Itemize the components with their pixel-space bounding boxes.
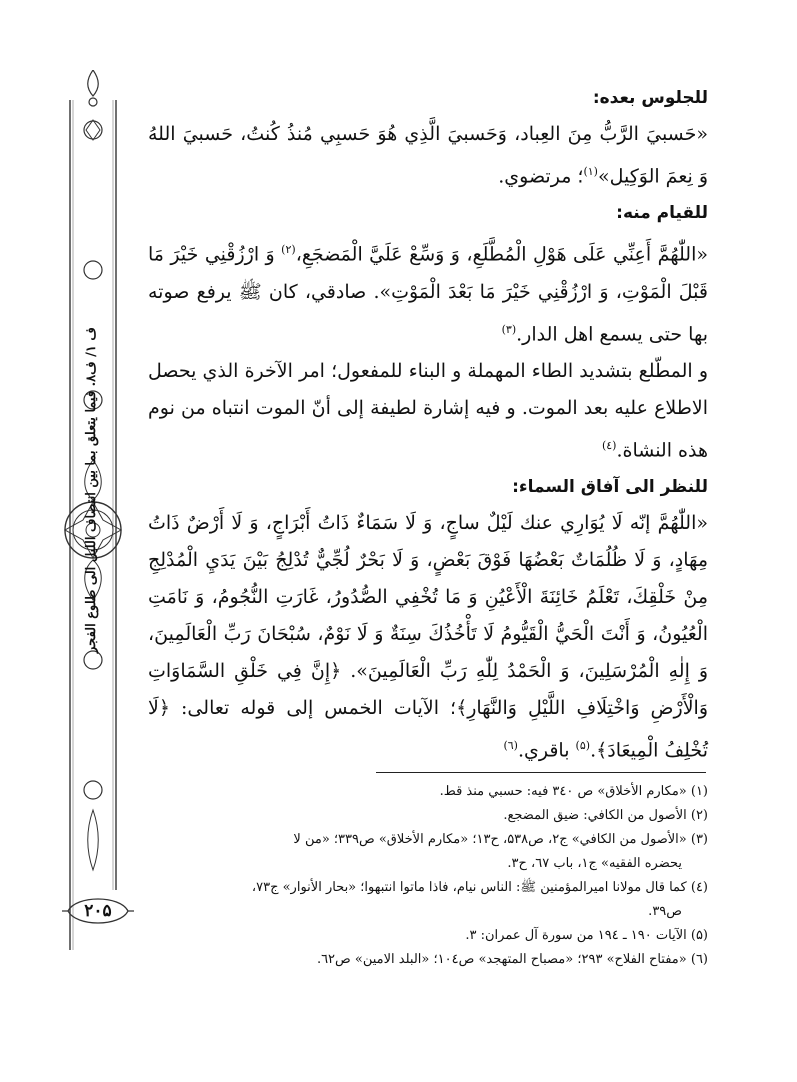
footnote: (٤) كما قال مولانا اميرالمؤمنين ﷺ: الناس نيام، فاذا ماتوا انتبهوا؛ «بحار الأنوار» ج۷۳، [251, 880, 708, 895]
main-text [148, 80, 708, 770]
running-head: ف ۱/ ف۸. فیما یتعلق بما بین انتصاف اللیل الی طلوع الفجر [84, 327, 99, 653]
footnote: (٦) «مفتاح الفلاح» ۲۹۳؛ «مصباح المتهجد» ص۱۰٤؛ «البلد الامين» ص٦۲. [316, 952, 708, 967]
footnotes [148, 780, 708, 972]
footnote: (۲) الأصول من الكافي: ضيق المضجع. [503, 808, 708, 823]
footnote: (۳) «الأصول من الكافي» ج۲، ص۵۳۸، ح۱۳؛ «مكارم الأخلاق» ص۳۳۹؛ «من لا [293, 832, 708, 847]
footnote-continuation: يحضره الفقيه» ج۱، باب ٦٧، ح۳. [507, 856, 682, 871]
page-number [62, 893, 134, 929]
footnote: (۱) «مكارم الأخلاق» ص ۳٤٠ فيه: حسبي منذ قط. [439, 784, 708, 799]
paragraph: و المطّلع بتشديد الطاء المهملة و البناء للمفعول؛ امر الآخرة الذي يحصل الاطلاع عليه بعد الموت. و فيه إشارة لطيفة إلى أنّ الموت انتباه من نوم هذه النشاة.$^{(٤)}$ [148, 359, 708, 462]
section-heading: للنظر الى آفاق السماء: [512, 477, 708, 498]
section-heading: للجلوس بعده: [592, 88, 708, 108]
footnote: (۵) الآيات ۱۹۰ ـ ۱۹٤ من سورة آل عمران: ۳. [465, 928, 708, 943]
footnote-separator [376, 772, 706, 773]
paragraph: «حَسبيَ الرَّبُّ مِنَ العِباد، وَحَسبيَ الَّذِي هُوَ حَسبِي مُنذُ كُنتُ، حَسبيَ اللهُ وَ نِعمَ الوَكِيل»$^{(۱)}$؛ مرتضوي. [148, 123, 708, 188]
footnote-continuation: ص۳۹. [648, 904, 682, 919]
paragraph: «اللّٰهُمَّ أَعِنِّي عَلَى هَوْلِ الْمُطَّلَعِ، وَ وَسِّعْ عَلَيَّ الْمَضجَعِ،$^{(۲)}$ وَ ارْزُقْنِي خَيْرَ مَا قَبْلَ الْمَوْتِ، وَ ارْزُقْنِي خَيْرَ مَا بَعْدَ الْمَوْتِ». صادقي، كان ﷺ يرفع صوته بها حتى يسمع اهل الدار.$^{(۳)}$ [148, 243, 708, 345]
section-heading: للقيام منه: [616, 203, 708, 224]
paragraph: «اللّٰهُمَّ إنّه لَا يُوَارِي عنك لَيْلٌ ساجٍ، وَ لَا سَمَاءٌ ذَاتُ أَبْرَاجٍ، وَ لَا أَرْضٌ ذَاتُ مِهَادٍ، وَ لَا ظُلُمَاتٌ بَعْضُهَا فَوْقَ بَعْضٍ، وَ لَا بَحْرٌ لُجِّيٌّ تُدْلِجُ بَيْنَ يَدَيِ الْمُدْلِجِ مِنْ خَلْقِكَ، تَعْلَمُ خَائِنَةَ الْأَعْيُنِ وَ مَا تُخْفِي الصُّدُورُ، غَارَتِ النُّجُومُ، وَ نَامَتِ الْعُيُونُ، وَ أَنْتَ الْحَيُّ الْقَيُّومُ لَا تَأْخُذُكَ سِنَةٌ وَ لَا نَوْمٌ، سُبْحَانَ رَبِّ الْعَالَمِينَ، وَ إِلٰهِ الْمُرْسَلِينَ، وَ الْحَمْدُ لِلّٰهِ رَبِّ الْعَالَمِينَ». ﴿إِنَّ فِي خَلْقِ السَّمَاوَاتِ وَالْأَرْضِ وَاخْتِلَافِ اللَّيْلِ وَالنَّهَارِ﴾؛ الآيات الخمس إلى قوله تعالى: ﴿لَا تُخْلِفُ الْمِيعَادَ﴾.$^{(۵)}$ باقري.$^{(٦)}$ [148, 512, 708, 762]
page-number-text: ۲۰۵ [84, 901, 112, 921]
